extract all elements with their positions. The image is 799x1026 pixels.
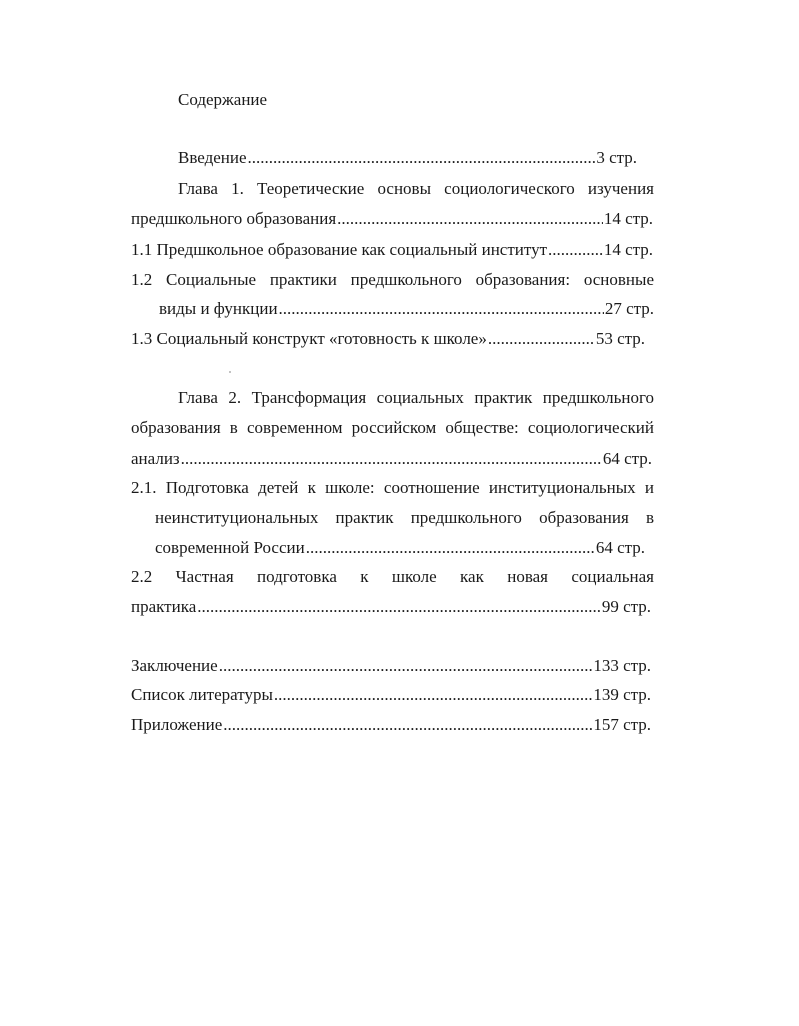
page-title: Содержание <box>178 90 268 109</box>
page-number: 14 стр. <box>603 240 653 259</box>
toc-entry-section-2-1 <box>155 538 645 558</box>
dot-leader <box>274 685 592 705</box>
toc-entry-section-2-1-line1: 2.1. Подготовка детей к школе: соотношение институциональных и <box>131 478 654 497</box>
entry-text: Приложение <box>131 715 223 734</box>
dot-leader <box>248 148 596 168</box>
dot-leader <box>548 240 603 260</box>
toc-entry-section-2-1-line2: неинституциональных практик предшкольного образования в <box>155 508 654 527</box>
dot-leader <box>223 715 592 735</box>
dot-leader <box>219 656 593 676</box>
scan-speck <box>229 371 231 373</box>
page-number: 3 стр. <box>596 148 637 167</box>
page-number: 64 стр. <box>602 449 652 468</box>
entry-text: практика <box>131 597 197 616</box>
page-number: 27 стр. <box>604 299 654 318</box>
toc-entry-bibliography <box>131 685 651 705</box>
page-number: 53 стр. <box>595 329 645 348</box>
toc-entry-introduction <box>178 148 637 168</box>
entry-text: предшкольного образования <box>131 209 337 228</box>
entry-text: 1.1 Предшкольное образование как социальный институт <box>131 240 547 259</box>
dot-leader <box>181 449 602 469</box>
toc-entry-chapter2 <box>131 449 652 469</box>
entry-text: 1.3 Социальный конструкт «готовность к школе» <box>131 329 487 348</box>
toc-entry-section-2-2-line1: 2.2 Частная подготовка к школе как новая социальная <box>131 567 654 586</box>
page-number: 139 стр. <box>593 685 651 704</box>
entry-text: Введение <box>178 148 247 167</box>
toc-entry-chapter1-line1: Глава 1. Теоретические основы социологического изучения <box>178 179 654 198</box>
dot-leader <box>197 597 601 617</box>
entry-text: Список литературы <box>131 685 273 704</box>
entry-text: современной России <box>155 538 305 557</box>
toc-entry-chapter2-line2: образования в современном российском обществе: социологический <box>131 418 654 437</box>
page-number: 64 стр. <box>595 538 645 557</box>
toc-entry-section-1-1 <box>131 240 653 260</box>
dot-leader <box>279 299 604 319</box>
dot-leader <box>488 329 595 349</box>
toc-entry-conclusion <box>131 656 651 676</box>
page-number: 133 стр. <box>593 656 651 675</box>
dot-leader <box>306 538 595 558</box>
page-number: 157 стр. <box>593 715 651 734</box>
page-number: 14 стр. <box>603 209 653 228</box>
toc-entry-chapter1 <box>131 209 653 229</box>
dot-leader <box>337 209 603 229</box>
entry-text: анализ <box>131 449 180 468</box>
toc-entry-section-2-2 <box>131 597 651 617</box>
entry-text: Заключение <box>131 656 218 675</box>
page-number: 99 стр. <box>601 597 651 616</box>
toc-entry-chapter2-line1: Глава 2. Трансформация социальных практик предшкольного <box>178 388 654 407</box>
toc-entry-section-1-2-line1: 1.2 Социальные практики предшкольного образования: основные <box>131 270 654 289</box>
toc-entry-section-1-3 <box>131 329 645 349</box>
entry-text: виды и функции <box>159 299 278 318</box>
toc-entry-appendix <box>131 715 651 735</box>
toc-entry-section-1-2 <box>159 299 654 319</box>
